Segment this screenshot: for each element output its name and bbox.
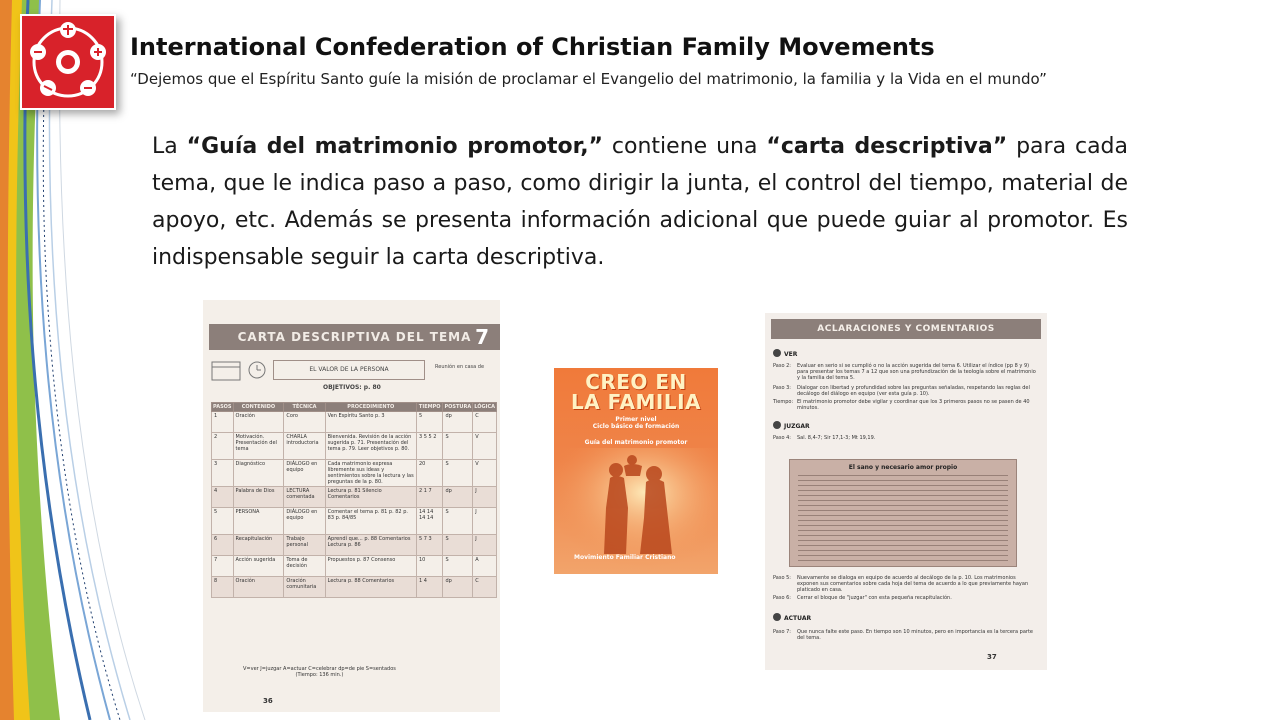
- table-cell: DIÁLOGO en equipo: [284, 508, 325, 535]
- section-ver: VER: [773, 349, 797, 358]
- table-row: [212, 556, 497, 577]
- table-cell: Oración: [233, 412, 284, 433]
- step-text: Que nunca falte este paso. En tiempo son 10 minutos, pero en importancia es la tercera parte del tema.: [797, 629, 1034, 641]
- table-cell: 3: [212, 460, 234, 487]
- table-cell: 1 4: [416, 577, 443, 598]
- section-actuar: ACTUAR: [773, 613, 811, 622]
- scan-aclaraciones: [765, 313, 1047, 670]
- table-cell: S: [443, 556, 473, 577]
- step-text: Sal. 8,4-7; Sir 17,1-3; Mt 19,19.: [797, 435, 876, 441]
- text-segment: para cada tema, que le indica paso a paso, como dirigir la junta, el control del tiempo, material de apoyo, etc. Además se presenta información adicional que puede guiar al promotor. Es indispensable seguir la carta descriptiva.: [152, 134, 1128, 270]
- table-cell: V: [473, 460, 497, 487]
- col-header: PASOS: [213, 404, 232, 410]
- table-cell: LECTURA comentada: [284, 487, 325, 508]
- cover-title-line2: LA FAMILIA: [570, 390, 702, 414]
- scan3-heading: ACLARACIONES Y COMENTARIOS: [771, 319, 1041, 339]
- col-header: LÓGICA: [474, 404, 495, 410]
- table-row: [212, 535, 497, 556]
- table-cell: Motivación. Presentación del tema: [233, 433, 284, 460]
- table-cell: 5: [416, 412, 443, 433]
- scan3-page-number: 37: [987, 653, 997, 661]
- table-cell: 2 1 7: [416, 487, 443, 508]
- table-cell: S: [443, 535, 473, 556]
- scan1-legend-text: V=ver J=juzgar A=actuar C=celebrar dp=de pie S=sentados: [243, 666, 396, 672]
- table-cell: Lectura p. 88 Comentarios: [325, 577, 416, 598]
- scan1-heading: [209, 324, 500, 350]
- step-label: Paso 2:: [773, 363, 791, 369]
- step-label: Paso 6:: [773, 595, 791, 601]
- table-cell: A: [473, 556, 497, 577]
- step-text: Evaluar en serio si se cumplió o no la acción sugerida del tema 6. Utilizar el índice (pp 8 y 9) para presentar los temas 7 a 12 que son una profundización de la teología sobre el matrimonio y la familia del tema 5.: [797, 363, 1036, 381]
- table-cell: Ven Espíritu Santo p. 3: [325, 412, 416, 433]
- box-title: El sano y necesario amor propio: [848, 464, 958, 471]
- scan1-table: [211, 402, 497, 598]
- table-cell: J: [473, 508, 497, 535]
- table-cell: 10: [416, 556, 443, 577]
- table-cell: C: [473, 577, 497, 598]
- table-row: [212, 433, 497, 460]
- cover-subtitle: [554, 416, 718, 430]
- table-cell: J: [473, 487, 497, 508]
- table-row: [212, 577, 497, 598]
- scan1-objectives: OBJETIVOS: p. 80: [323, 384, 381, 391]
- table-cell: Cada matrimonio expresa libremente sus ideas y sentimientos sobre la lectura y las preguntas de la p. 80.: [325, 460, 416, 487]
- step-label: Tiempo:: [773, 399, 794, 405]
- table-row: [212, 487, 497, 508]
- table-cell: Lectura p. 81 Silencio Comentarios: [325, 487, 416, 508]
- table-cell: 6: [212, 535, 234, 556]
- table-cell: dp: [443, 487, 473, 508]
- table-row: [212, 460, 497, 487]
- table-cell: 8: [212, 577, 234, 598]
- family-emblem-icon: [22, 16, 114, 108]
- motto: “Dejemos que el Espíritu Santo guíe la misión de proclamar el Evangelio del matrimonio, la familia y la Vida en el mundo”: [130, 70, 1047, 88]
- table-cell: Diagnóstico: [233, 460, 284, 487]
- table-cell: Acción sugerida: [233, 556, 284, 577]
- table-cell: dp: [443, 412, 473, 433]
- table-cell: Oración: [233, 577, 284, 598]
- calendar-clock-icon: [211, 358, 271, 382]
- table-cell: Coro: [284, 412, 325, 433]
- cover-title: [554, 372, 718, 412]
- table-row: [212, 508, 497, 535]
- scan1-theme-number: 7: [475, 325, 490, 349]
- self-love-box: [789, 459, 1017, 567]
- confederation-logo: [20, 14, 116, 110]
- table-cell: C: [473, 412, 497, 433]
- table-cell: 14 14 14 14: [416, 508, 443, 535]
- table-cell: S: [443, 508, 473, 535]
- table-cell: S: [443, 460, 473, 487]
- table-cell: 1: [212, 412, 234, 433]
- table-cell: Recapitulación: [233, 535, 284, 556]
- table-cell: 4: [212, 487, 234, 508]
- col-header: POSTURA: [444, 404, 472, 410]
- cover-level: Primer nivel: [615, 416, 657, 423]
- table-cell: V: [473, 433, 497, 460]
- table-cell: CHARLA introductoria: [284, 433, 325, 460]
- table-cell: S: [443, 433, 473, 460]
- table-cell: 5: [212, 508, 234, 535]
- step-label: Paso 7:: [773, 629, 791, 635]
- col-header: TÉCNICA: [284, 403, 325, 412]
- scan1-legend: [243, 666, 396, 678]
- organization-title: International Confederation of Christian Family Movements: [130, 33, 935, 61]
- step-label: Paso 3:: [773, 385, 791, 391]
- scan1-page-number: 36: [263, 697, 273, 705]
- scan1-total-time: (Tiempo: 136 min.): [295, 672, 344, 678]
- scan1-theme-title: EL VALOR DE LA PERSONA: [273, 360, 425, 380]
- table-cell: Aprendí que... p. 88 Comentarios Lectura p. 86: [325, 535, 416, 556]
- cover-guide-label: Guía del matrimonio promotor: [584, 439, 688, 446]
- step-label: Paso 5:: [773, 575, 791, 581]
- table-cell: Trabajo personal: [284, 535, 325, 556]
- table-cell: 20: [416, 460, 443, 487]
- scan1-table-header: [212, 403, 497, 412]
- scan1-heading-text: CARTA DESCRIPTIVA DEL TEMA: [237, 330, 472, 344]
- table-cell: 7: [212, 556, 234, 577]
- col-header: CONTENIDO: [233, 403, 284, 412]
- table-cell: Comentar el tema p. 81 p. 82 p. 83 p. 84/85: [325, 508, 416, 535]
- cover-title-line1: CREO EN: [585, 370, 687, 394]
- carta-emphasis: “carta descriptiva”: [766, 134, 1008, 159]
- cover-cycle: Ciclo básico de formación: [592, 423, 680, 430]
- step-text: Dialogar con libertad y profundidad sobre las preguntas señaladas, respetando las reglas del decálogo del diálogo en equipo (ver esta guía p. 10).: [797, 385, 1030, 397]
- table-row: [212, 412, 497, 433]
- table-cell: Oración comunitaria: [284, 577, 325, 598]
- table-cell: J: [473, 535, 497, 556]
- text-segment: contiene una: [603, 134, 767, 159]
- cover-publisher: Movimiento Familiar Cristiano: [574, 554, 676, 561]
- step-text: Nuevamente se dialoga en equipo de acuerdo al decálogo de la p. 10. Los matrimonios exponen sus comentarios sobre cada hoja del tema de acuerdo a lo que previamente hayan platicado en casa.: [797, 575, 1029, 593]
- table-cell: 3 5 5 2: [416, 433, 443, 460]
- table-cell: Toma de decisión: [284, 556, 325, 577]
- book-cover: [554, 368, 718, 574]
- box-text-lines: [798, 475, 1008, 561]
- section-juzgar: JUZGAR: [773, 421, 810, 430]
- col-header: TIEMPO: [416, 403, 443, 412]
- table-cell: Palabra de Dios: [233, 487, 284, 508]
- table-cell: Propuestos p. 87 Consenso: [325, 556, 416, 577]
- step-text: El matrimonio promotor debe vigilar y coordinar que los 3 primeros pasos no se pasen de 40 minutos.: [797, 399, 1030, 411]
- table-cell: Bienvenida. Revisión de la acción sugerida p. 71. Presentación del tema p. 79. Leer objetivos p. 80.: [325, 433, 416, 460]
- step-label: Paso 4:: [773, 435, 791, 441]
- step-text: Cerrar el bloque de "juzgar" con esta pequeña recapitulación.: [797, 595, 952, 601]
- table-cell: 5 7 3: [416, 535, 443, 556]
- text-segment: La: [152, 134, 187, 159]
- table-cell: DIÁLOGO en equipo: [284, 460, 325, 487]
- col-header: PROCEDIMIENTO: [325, 403, 416, 412]
- table-cell: PERSONA: [233, 508, 284, 535]
- description-paragraph: [152, 128, 1128, 276]
- scan1-meeting-location: Reunión en casa de: [435, 364, 485, 370]
- table-cell: dp: [443, 577, 473, 598]
- table-cell: 2: [212, 433, 234, 460]
- guide-name-emphasis: “Guía del matrimonio promotor,”: [186, 134, 604, 159]
- scan-carta-descriptiva: [203, 300, 500, 712]
